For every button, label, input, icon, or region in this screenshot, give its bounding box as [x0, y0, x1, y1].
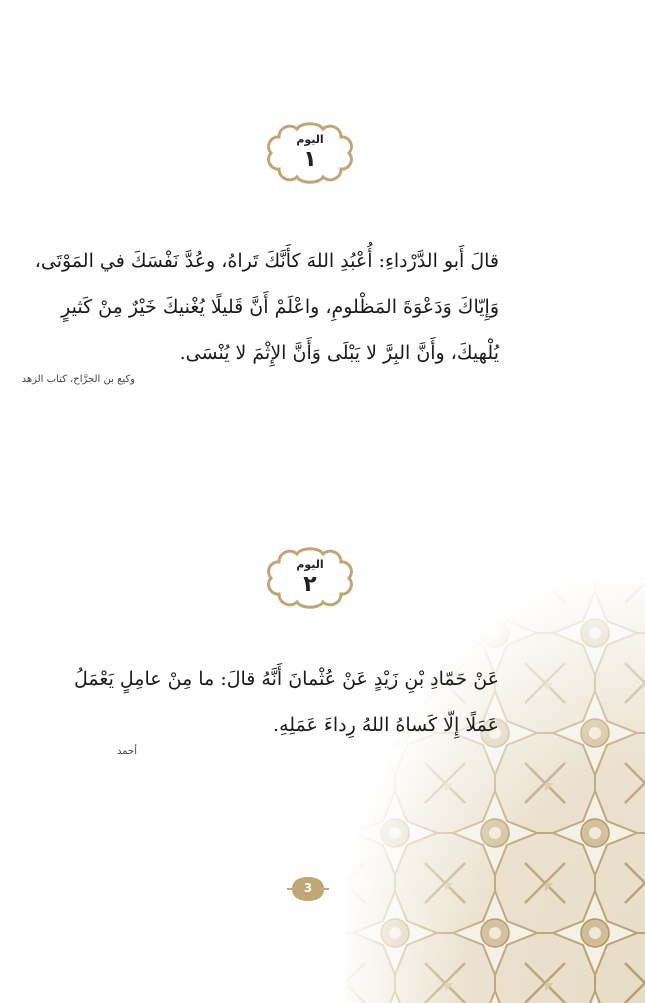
quote-block [35, 238, 499, 376]
quote-block [74, 656, 499, 748]
day-label: اليوم [296, 558, 324, 571]
quote-line: عَمَلًا إِلّا كَساهُ اللهُ رِداءَ عَمَلِهِ. [273, 714, 499, 736]
quote-line: قالَ أَبو الدَّرْداءِ: أُعْبُدِ اللهَ كأَنَّكَ تَراهُ، وعُدَّ نَفْسَكَ في المَوْتَى، [34, 250, 499, 272]
page-number-badge [286, 874, 330, 904]
page-number: 3 [303, 881, 313, 895]
quote-line: وَإِيّاكَ وَدَعْوَةَ المَظْلومِ، واعْلَمْ أَنَّ قَليلًا يُغْنيكَ خَيْرٌ مِنْ كَثيرٍ [61, 296, 499, 318]
day-label: اليوم [296, 133, 324, 146]
day-badge [263, 120, 357, 186]
day-number: ١ [303, 147, 317, 172]
quote-line: عَنْ حَمّادِ بْنِ زَيْدٍ عَنْ عُثْمانَ أَنَّهُ قالَ: ما مِنْ عامِلٍ يَعْمَلُ [74, 668, 499, 690]
islamic-geometric-pattern-icon [345, 583, 645, 1003]
quote-source: وكيع بن الجرَّاح، كتاب الزهد [21, 374, 135, 385]
day-number: ٢ [303, 572, 317, 597]
day-badge [263, 545, 357, 611]
quote-source: أحمد [117, 746, 137, 757]
quote-line: يُلْهيكَ، وأَنَّ البِرَّ لا يَبْلَى وَأَنَّ الإِثْمَ لا يُنْسَى. [179, 342, 499, 364]
